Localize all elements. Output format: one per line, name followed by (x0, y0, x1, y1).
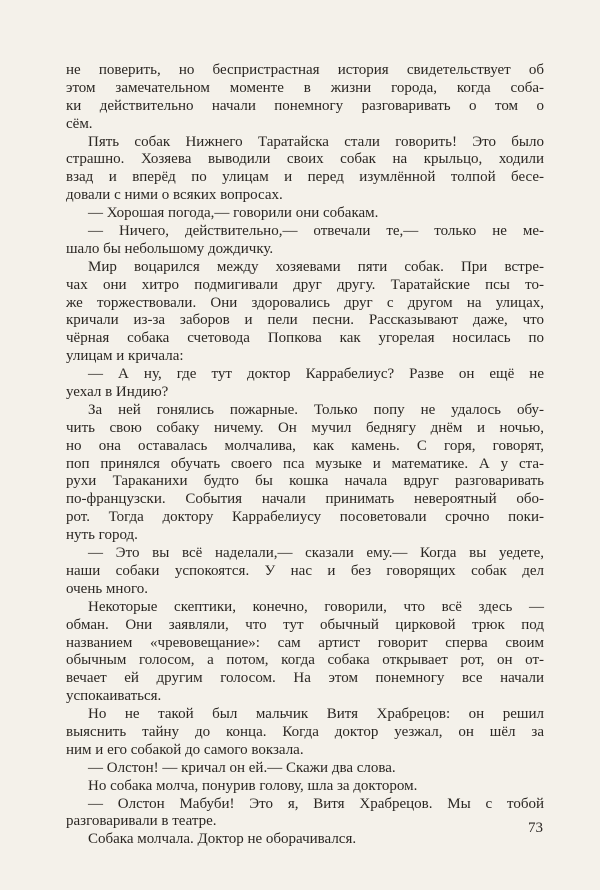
text-line: сём. (66, 115, 93, 132)
page-number: 73 (528, 820, 543, 836)
text-line: по-французски. События начали принимать невероятный обо- (66, 491, 544, 508)
text-line: — Олстон Мабуби! Это я, Витя Храбрецов. Мы с тобой (88, 795, 544, 812)
text-line: но она оставалась молчалива, как камень. С горя, говорят, (66, 437, 544, 454)
text-line: уехал в Индию? (66, 384, 169, 401)
text-line: поп принялся обучать своего пса музыке и математике. А у ста- (66, 455, 544, 472)
text-line: — Олстон! — кричал он ей.— Скажи два слова. (88, 759, 396, 776)
text-line: чить свою собаку ничему. Он мучил беднягу днём и ночью, (66, 419, 544, 436)
text-line: разговаривали в театре. (66, 813, 217, 830)
text-line: — Хорошая погода,— говорили они собакам. (88, 205, 379, 222)
text-line: — Ничего, действительно,— отвечали те,— только не ме- (88, 223, 544, 240)
text-line: выяснить тайну до конца. Когда доктор уезжал, он шёл за (66, 723, 544, 740)
text-line: очень много. (66, 580, 148, 597)
text-line: успокаиваться. (66, 688, 162, 705)
text-line: рухи Тараканихи будто бы кошка начала вдруг разговаривать (66, 473, 544, 490)
text-line: наши собаки успокоятся. У нас и без говорящих собак дел (66, 562, 544, 579)
text-line: улицам и кричала: (66, 348, 184, 365)
text-line: чах они хитро подмигивали друг другу. Таратайские псы то- (66, 276, 544, 293)
text-line: шало бы небольшому дождичку. (66, 240, 274, 257)
text-line: Пять собак Нижнего Таратайска стали говорить! Это было (88, 133, 544, 150)
text-line: обман. Они заявляли, что тут обычный цирковой трюк под (66, 616, 544, 633)
text-line: вечает ей другим голосом. На этом понемногу все начали (66, 670, 544, 687)
text-line: ним и его собакой до самого вокзала. (66, 741, 304, 758)
text-line: Собака молчала. Доктор не оборачивался. (88, 831, 357, 848)
text-line: взад и вперёд по улицам и перед изумлённой толпой бесе- (66, 169, 544, 186)
text-line: не поверить, но беспристрастная история свидетельствует об (66, 62, 544, 78)
text-line: чёрная собака счетовода Попкова как угорелая носилась по (66, 330, 544, 347)
text-line: Но собака молча, понурив голову, шла за доктором. (88, 777, 418, 794)
text-line: Некоторые скептики, конечно, говорили, что всё здесь — (88, 598, 544, 615)
body-text (66, 62, 544, 849)
text-line: довали с ними о всяких вопросах. (66, 187, 283, 204)
text-line: же торжествовали. Они здоровались друг с другом на улицах, (66, 294, 544, 311)
text-line: ки действительно начали понемногу разговаривать о том о (66, 97, 544, 114)
text-line: этом замечательном моменте в жизни города, когда соба- (66, 79, 544, 96)
text-line: Но не такой был мальчик Витя Храбрецов: он решил (88, 706, 544, 723)
text-line: рот. Тогда доктору Каррабелиусу посоветовали срочно поки- (66, 509, 544, 526)
text-line: страшно. Хозяева выводили своих собак на крыльцо, ходили (66, 151, 544, 168)
text-line: кричали из-за заборов и пели песни. Рассказывают даже, что (66, 312, 544, 329)
text-line: обычным голосом, а потом, когда собака открывает рот, он от- (66, 652, 544, 669)
text-line: названием «чревовещание»: сам артист говорит сперва своим (66, 634, 544, 651)
text-line: нуть город. (66, 527, 138, 544)
text-line: За ней гонялись пожарные. Только попу не удалось обу- (88, 401, 544, 418)
text-line: — А ну, где тут доктор Каррабелиус? Разве он ещё не (88, 366, 544, 383)
text-line: Мир воцарился между хозяевами пяти собак. При встре- (88, 258, 544, 275)
text-line: — Это вы всё наделали,— сказали ему.— Когда вы уедете, (88, 545, 544, 562)
